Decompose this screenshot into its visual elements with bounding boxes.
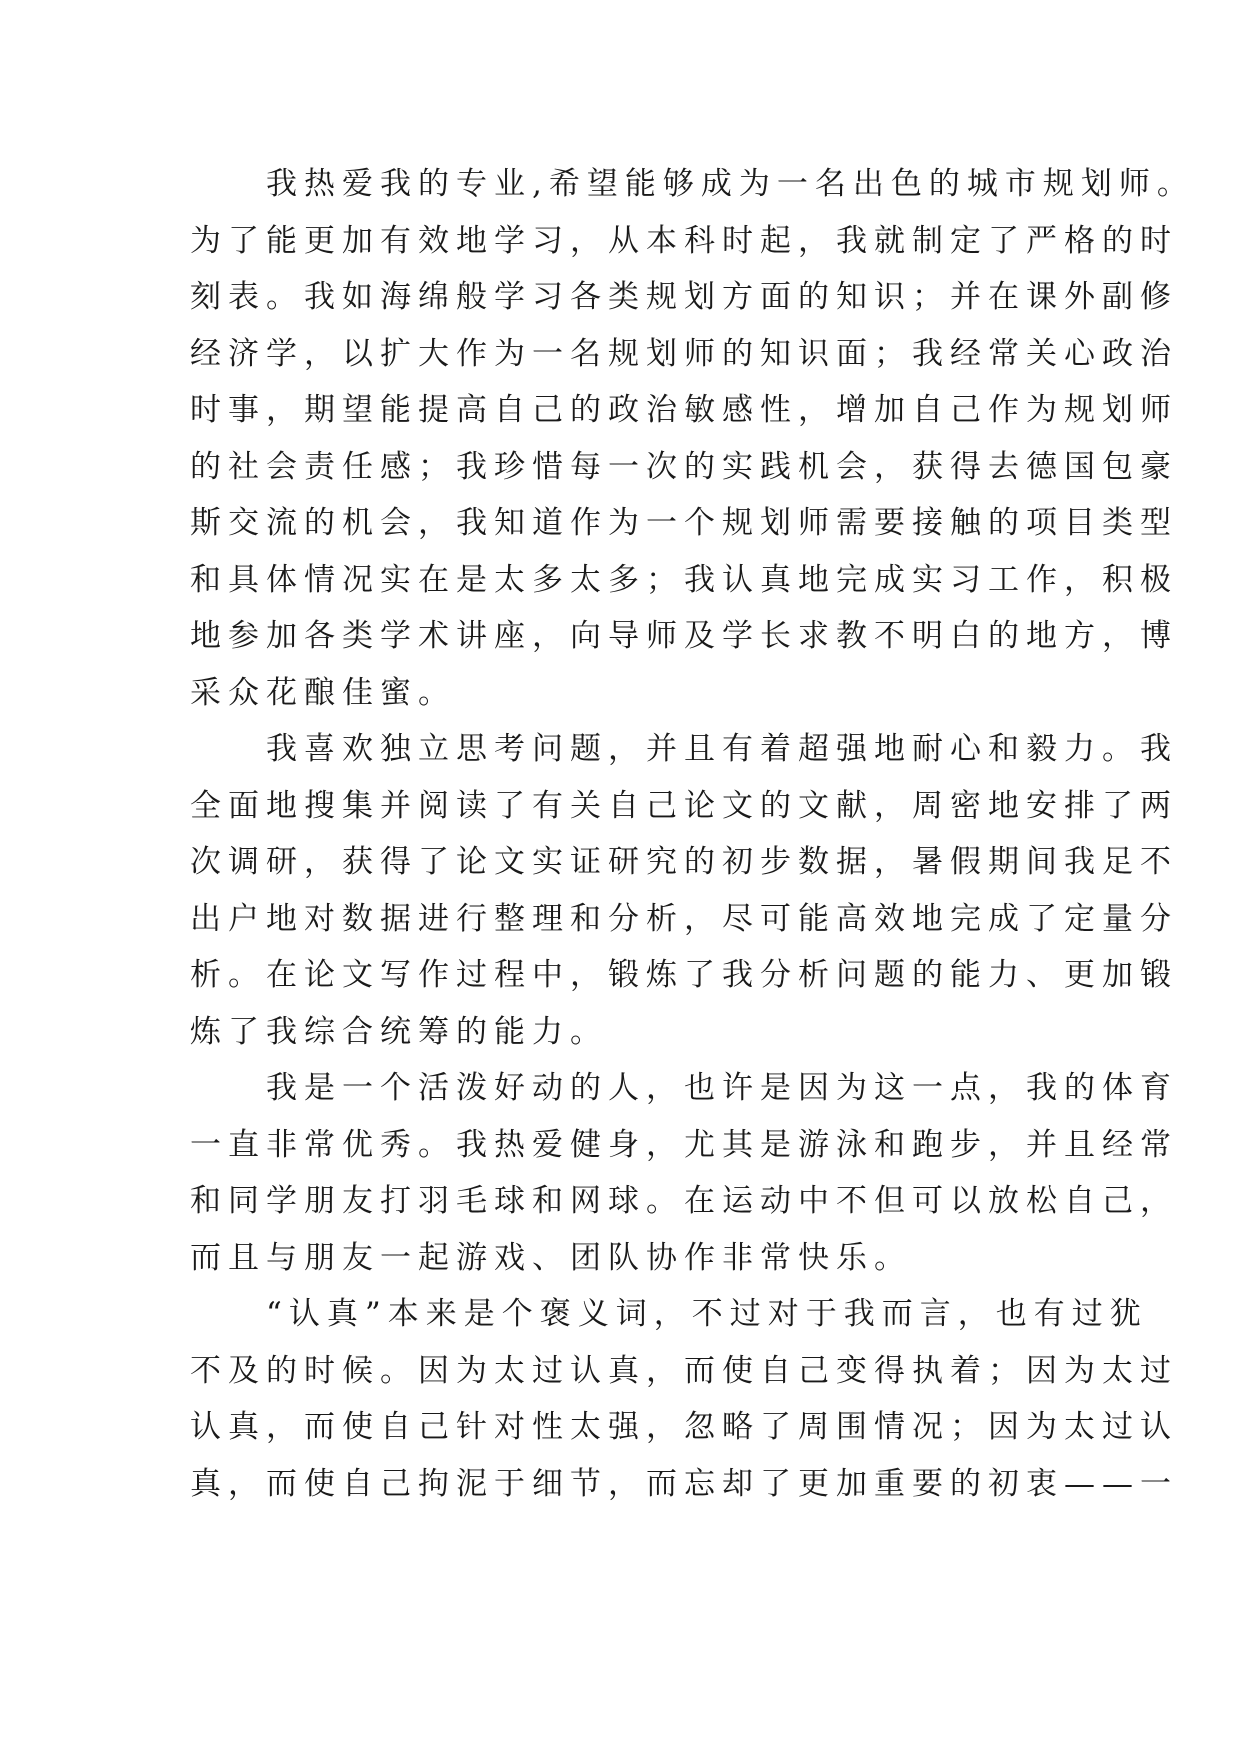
- text-line: 时事，期望能提高自己的政治敏感性，增加自己作为规划师: [190, 392, 1178, 428]
- text-line: 经济学，以扩大作为一名规划师的知识面；我经常关心政治: [190, 335, 1178, 372]
- text-line: 我热爱我的专业,希望能够成为一名出色的城市规划师。: [190, 166, 1195, 202]
- text-line: 我喜欢独立思考问题，并且有着超强地耐心和毅力。我: [190, 731, 1178, 767]
- text-line: 采众花酿佳蜜。: [190, 674, 456, 711]
- text-line: 地参加各类学术讲座，向导师及学长求教不明白的地方，博: [190, 618, 1178, 654]
- text-line: 我是一个活泼好动的人，也许是因为这一点，我的体育: [190, 1070, 1178, 1106]
- body-text: [190, 156, 1195, 1512]
- text-line: “认真”本来是个褒义词，不过对于我而言，也有过犹: [190, 1296, 1148, 1332]
- text-line: 斯交流的机会，我知道作为一个规划师需要接触的项目类型: [190, 505, 1178, 541]
- text-line: 和同学朋友打羽毛球和网球。在运动中不但可以放松自己，: [190, 1183, 1178, 1219]
- text-line: 和具体情况实在是太多太多；我认真地完成实习工作，积极: [190, 561, 1178, 598]
- text-line: 刻表。我如海绵般学习各类规划方面的知识；并在课外副修: [190, 279, 1178, 315]
- text-line: 的社会责任感；我珍惜每一次的实践机会，获得去德国包豪: [190, 448, 1178, 485]
- text-line: 析。在论文写作过程中，锻炼了我分析问题的能力、更加锻: [190, 957, 1178, 993]
- text-line: 一直非常优秀。我热爱健身，尤其是游泳和跑步，并且经常: [190, 1126, 1178, 1163]
- text-line: 为了能更加有效地学习，从本科时起，我就制定了严格的时: [190, 222, 1178, 259]
- text-line: 不及的时候。因为太过认真，而使自己变得执着；因为太过: [190, 1352, 1178, 1389]
- text-line: 真，而使自己拘泥于细节，而忘却了更加重要的初衷——一: [190, 1465, 1178, 1502]
- text-line: 而且与朋友一起游戏、团队协作非常快乐。: [190, 1239, 912, 1276]
- text-line: 炼了我综合统筹的能力。: [190, 1013, 608, 1050]
- text-line: 全面地搜集并阅读了有关自己论文的文献，周密地安排了两: [190, 787, 1178, 824]
- text-line: 出户地对数据进行整理和分析，尽可能高效地完成了定量分: [190, 900, 1178, 937]
- text-line: 次调研，获得了论文实证研究的初步数据，暑假期间我足不: [190, 844, 1178, 880]
- text-line: 认真，而使自己针对性太强，忽略了周围情况；因为太过认: [190, 1409, 1178, 1445]
